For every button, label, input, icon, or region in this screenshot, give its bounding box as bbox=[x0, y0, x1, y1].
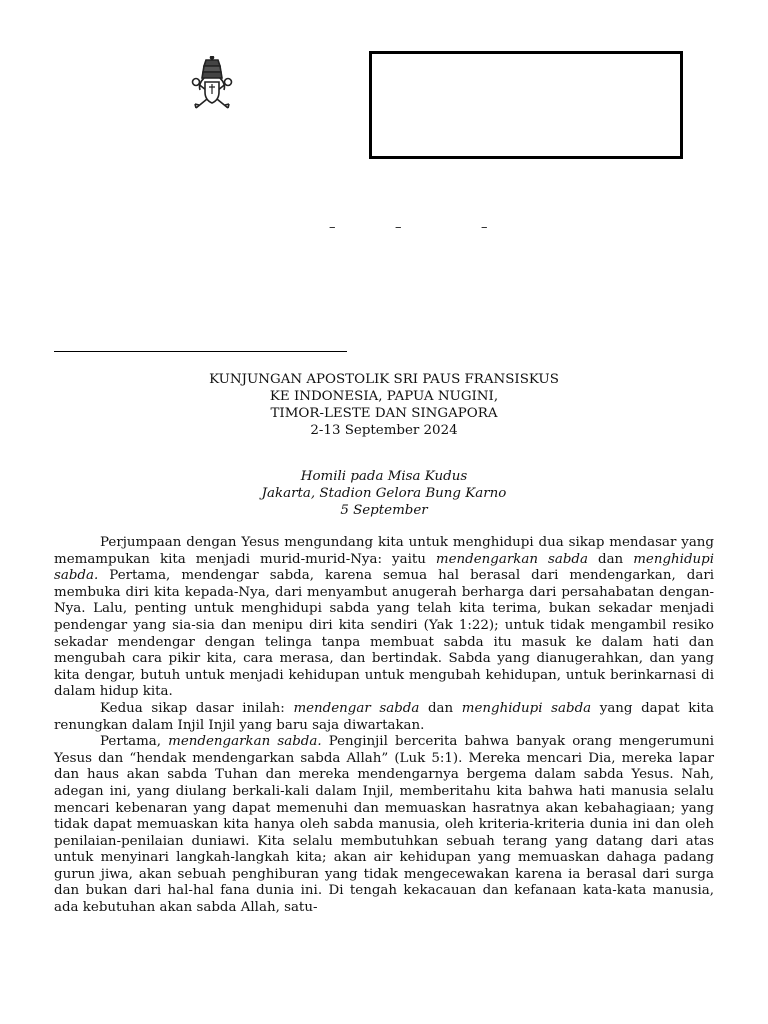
paragraph bbox=[54, 734, 714, 917]
text-run: Pertama, bbox=[100, 734, 169, 750]
text-run: Pertama, mendengar sabda, karena semua hal berasal dari mendengarkan, dari membuka diri kita kepada-Nya, dari menyambut anugerah berharga dari persahabatan dengan-Nya. Lalu, penting untuk menghidupi sabda yang telah kita terima, bukan sekadar menjadi pendengar yang sia-sia dan menipu diri kita sendiri (Yak 1:22); untuk tidak mengambil resiko sekadar mendengar dengan telinga tanpa membuat sabda itu masuk ke dalam hati dan mengubah cara pikir kita, cara merasa, dan bertindak. Sabda yang dianugerahkan, dan yang kita dengar, butuh untuk menjadi kehidupan untuk mengubah kehidupan, untuk berinkarnasi di dalam hidup kita. bbox=[54, 568, 714, 700]
subheading-date: 5 September bbox=[340, 503, 428, 518]
paragraph bbox=[54, 535, 714, 701]
heading-date: 2-13 September 2024 bbox=[310, 423, 458, 438]
homily-body bbox=[54, 535, 714, 917]
reserved-box bbox=[369, 51, 683, 159]
paragraph bbox=[54, 701, 714, 734]
papal-coat-of-arms-icon bbox=[188, 56, 236, 112]
text-run: dan bbox=[587, 551, 634, 567]
homily-subheading bbox=[54, 468, 714, 519]
heading-line: TIMOR-LESTE DAN SINGAPORA bbox=[270, 406, 498, 421]
header-dash: – bbox=[481, 220, 488, 235]
text-run: Perjumpaan dengan Yesus mengundang kita untuk menghidupi dua sikap mendasar yang memampukan kita menjadi murid-murid-Nya: yaitu bbox=[54, 535, 714, 567]
emphasis: menghidupi sabda. bbox=[54, 551, 714, 584]
text-run: yang dapat kita renungkan dalam Injil Injil yang baru saja diwartakan. bbox=[54, 700, 714, 733]
text-run: dan bbox=[419, 700, 462, 716]
emphasis: mendengar sabda bbox=[293, 700, 420, 716]
horizontal-rule bbox=[54, 351, 347, 352]
emphasis: mendengarkan sabda bbox=[435, 551, 588, 567]
heading-line: KE INDONESIA, PAPUA NUGINI, bbox=[269, 389, 499, 404]
visit-heading bbox=[54, 371, 714, 439]
subheading-place: Jakarta, Stadion Gelora Bung Karno bbox=[261, 486, 507, 501]
heading-line: KUNJUNGAN APOSTOLIK SRI PAUS FRANSISKUS bbox=[209, 372, 559, 387]
header-dash: – bbox=[329, 220, 336, 235]
emphasis: menghidupi sabda bbox=[461, 700, 592, 716]
text-run: Kedua sikap dasar inilah: bbox=[100, 700, 294, 716]
emphasis: mendengarkan sabda. bbox=[168, 734, 322, 750]
text-run: Penginjil bercerita bahwa banyak orang mengerumuni Yesus dan “hendak mendengarkan sabda Allah” (Luk 5:1). Mereka mencari Dia, mereka lapar dan haus akan sabda Tuhan dan mereka mendengarnya bergema dalam sabda Yesus. Nah, adegan ini, yang diulang berkali-kali dalam Injil, memberitahu kita bahwa hati manusia selalu mencari kebenaran yang dapat memenuhi dan memuaskan hasratnya akan kebahagiaan; yang tidak dapat memuaskan kita hanya oleh sabda manusia, oleh kriteria-kriteria dunia ini dan oleh penilaian-penilaian duniawi. Kita selalu membutuhkan sebuah terang yang datang dari atas untuk menyinari langkah-langkah kita; akan air kehidupan yang memuaskan dahaga padang gurun jiwa, akan sebuah penghiburan yang tidak mengecewakan karena ia berasal dari surga dan bukan dari hal-hal fana dunia ini. Di tengah kekacauan dan kefanaan kata-kata manusia, ada kebutuhan akan sabda Allah, satu- bbox=[54, 734, 714, 916]
header-dash: – bbox=[395, 220, 402, 235]
subheading-line: Homili pada Misa Kudus bbox=[300, 469, 468, 484]
